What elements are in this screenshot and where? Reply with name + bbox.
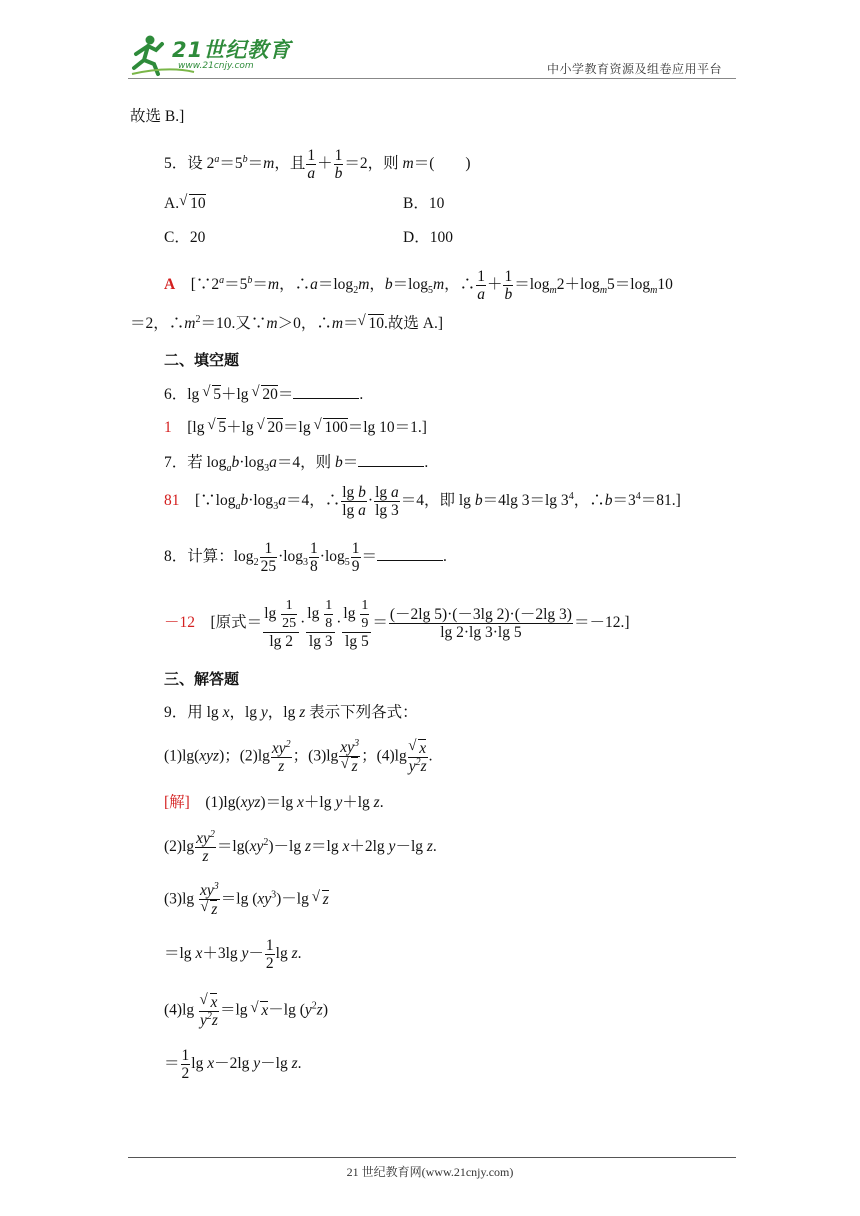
solution-6: 1 [lg √ 5＋lg √ 20＝lg √ 100＝lg 10＝1.] xyxy=(164,418,427,438)
solution-7: 81 [$\because\log_ab\cdot\log_3a=4$，∴ $\frac{\text{lg b}}{\text{lg a}}$ · $\frac{\text{lg a}}{\lg 3}$ ＝4，即 lg b＝4lg 3＝lg $3^4$，$\therefore b=3^4=81$.] xyxy=(164,484,681,519)
section-3-heading: 三、解答题 xyxy=(164,670,240,688)
header-divider xyxy=(128,78,736,79)
solution-8: －12 [原式＝ lg $\frac{1}{25}$ lg 2 · lg $\frac{1}{8}$ lg 3 · lg $\frac{1}{9}$ lg 5 ＝ $\frac{(-2\lg 5)\cdot(-3\lg 2)\cdot(-2\lg 3)}{\lg 2\cdot\lg 3\cdot\lg 5}$ ＝－12.] xyxy=(164,598,630,650)
solution-9-part-4b: ＝ $\frac{1}{2}$ lg x－2lg y－lg z. xyxy=(164,1047,302,1082)
option-d: D．100 xyxy=(403,229,453,246)
answer-5: A xyxy=(164,276,176,294)
answer-6: 1 xyxy=(164,419,172,436)
section-2-heading: 二、填空题 xyxy=(164,351,240,369)
logo-url: www.21cnjy.com xyxy=(178,61,254,71)
option-c: C．20 xyxy=(164,229,206,246)
solution-5-line-2: ＝2，$\therefore m^2=10$.又∵m＞0，∴m＝√ 10.故选 A.] xyxy=(130,314,443,334)
solution-9-part-4a: (4)lg √ $\frac{x}{y^2z}$ ＝lg √ x－lg $(y^2z)$ xyxy=(164,993,328,1029)
option-b: B．10 xyxy=(403,195,445,212)
question-9: 9．用 lg x，lg y，lg z 表示下列各式： xyxy=(164,704,418,721)
question-6: 6．lg √ 5＋lg √ 20＝ . xyxy=(164,384,363,405)
question-7: 7．若 $\log_ab\cdot\log_3a=4$，则 b＝ . xyxy=(164,454,429,475)
site-title: 中小学教育资源及组卷应用平台 xyxy=(546,62,722,76)
question-8: 8．计算：$\log_2$ $\frac{1}{25}$ $\cdot\log_3$ $\frac{1}{8}$ $\cdot\log_5$ $\frac{1}{9}$ ＝ . xyxy=(164,540,447,575)
footer-text: 21 世纪教育网(www.21cnjy.com) xyxy=(346,1165,514,1179)
answer-7: 81 xyxy=(164,492,180,510)
solution-9-part-2: (2)lg $\frac{xy^2}{z}$ $=\lg(xy^2)-\lg$ z＝lg x＋2lg y－lg z. xyxy=(164,828,437,865)
answer-8: －12 xyxy=(164,614,196,632)
question-9-parts: (1)lg(xyz)；(2)lg $\frac{xy^2}{z}$ ；(3)lg $xy^3$ √ z ；(4)lg √ $\frac{x}{y^2z}$ . xyxy=(164,739,433,775)
solution-9-part-3b: ＝lg x＋3lg y－ $\frac{1}{2}$ lg z. xyxy=(164,937,302,972)
text-line: 故选 B.] xyxy=(130,108,185,125)
footer-divider xyxy=(128,1157,736,1158)
question-5: 5．设 $2^a=5^b=m$，且 $\frac{1}{a}$ ＋ $\frac{1}{b}$ ＝2，则 m＝( ) xyxy=(164,147,471,182)
solution-5-line-1: A [$\because 2^a=5^b=m$，$\therefore a=\log_2m$，$b=\log_5m$，∴ $\frac{1}{a}$ ＋ $\frac{1}{b}$ $=\log_m2+\log_m5=\log_m10$ xyxy=(164,268,673,303)
logo-text: 21世纪教育 xyxy=(172,38,292,62)
solution-9-part-1: [解] (1)lg(xyz)＝lg x＋lg y＋lg z. xyxy=(164,794,384,811)
site-logo xyxy=(128,30,298,80)
solution-9-part-3a: (3)lg $xy^3$ √ z ＝lg $(xy^3)-\lg$ √ z xyxy=(164,882,329,918)
option-a: A.√ 10 xyxy=(164,194,206,214)
solution-label: [解] xyxy=(164,794,190,811)
